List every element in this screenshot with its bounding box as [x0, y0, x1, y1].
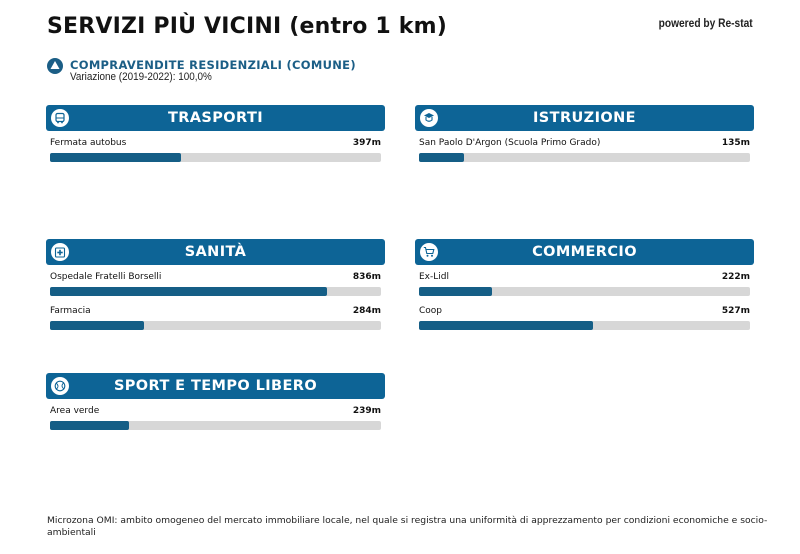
cart-icon	[420, 243, 438, 261]
list-item	[415, 299, 754, 333]
distance-bar-fill	[50, 287, 327, 296]
kpi-title: COMPRAVENDITE RESIDENZIALI (COMUNE)	[70, 58, 356, 72]
card-header	[415, 105, 754, 131]
bus-icon	[51, 109, 69, 127]
item-distance: 836m	[352, 272, 381, 282]
item-distance: 397m	[352, 138, 381, 148]
card-istruzione	[415, 105, 754, 165]
list-item	[46, 265, 385, 299]
distance-bar	[419, 321, 750, 330]
distance-bar	[50, 287, 381, 296]
distance-bar	[50, 421, 381, 430]
item-label: San Paolo D'Argon (Scuola Primo Grado)	[419, 138, 601, 148]
kpi-subtitle: Variazione (2019-2022): 100,0%	[70, 71, 212, 83]
item-label: Farmacia	[50, 306, 91, 316]
card-title: COMMERCIO	[532, 244, 637, 260]
distance-bar	[419, 153, 750, 162]
list-item	[415, 265, 754, 299]
distance-bar	[419, 287, 750, 296]
item-label: Ospedale Fratelli Borselli	[50, 272, 162, 282]
item-label: Fermata autobus	[50, 138, 127, 148]
card-title: ISTRUZIONE	[533, 110, 636, 126]
distance-bar-fill	[419, 287, 492, 296]
distance-bar-fill	[419, 321, 593, 330]
footer-note: Microzona OMI: ambito omogeneo del mercato immobiliare locale, nel quale si registra una uniformità di apprezzamento per condizioni economiche e socio-ambientali	[47, 515, 768, 538]
card-trasporti	[46, 105, 385, 165]
card-title: SPORT E TEMPO LIBERO	[113, 378, 318, 394]
card-header	[46, 105, 385, 131]
card-header	[415, 239, 754, 265]
list-item	[46, 299, 385, 333]
distance-bar	[50, 321, 381, 330]
triangle-up-icon	[47, 58, 63, 74]
list-item	[46, 399, 385, 433]
hospital-icon	[51, 243, 69, 261]
item-distance: 527m	[721, 306, 750, 316]
distance-bar	[50, 153, 381, 162]
card-header	[46, 239, 385, 265]
card-sanita	[46, 239, 385, 333]
list-item	[415, 131, 754, 165]
item-label: Coop	[419, 306, 443, 316]
tennis-ball-icon	[51, 377, 69, 395]
item-distance: 239m	[352, 406, 381, 416]
list-item	[46, 131, 385, 165]
card-sport	[46, 373, 385, 433]
distance-bar-fill	[50, 153, 181, 162]
powered-by: powered by Re-stat	[658, 16, 753, 30]
distance-bar-fill	[50, 421, 129, 430]
page-title: SERVIZI PIÙ VICINI (entro 1 km)	[47, 14, 448, 39]
student-icon	[420, 109, 438, 127]
item-label: Area verde	[50, 406, 100, 416]
item-distance: 284m	[352, 306, 381, 316]
item-distance: 135m	[721, 138, 750, 148]
distance-bar-fill	[419, 153, 464, 162]
card-title: SANITÀ	[184, 244, 247, 260]
item-distance: 222m	[721, 272, 750, 282]
card-commercio	[415, 239, 754, 333]
item-label: Ex-Lidl	[419, 272, 449, 282]
card-header	[46, 373, 385, 399]
card-title: TRASPORTI	[167, 110, 264, 126]
distance-bar-fill	[50, 321, 144, 330]
